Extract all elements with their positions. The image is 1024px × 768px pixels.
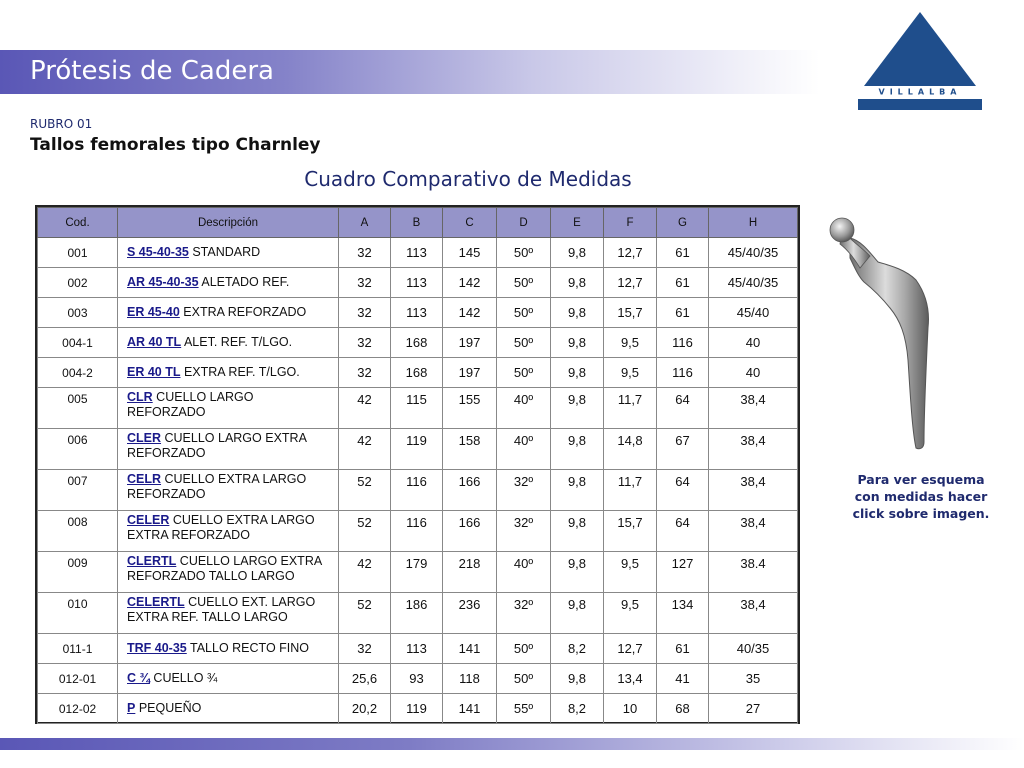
cell-a: 32: [339, 268, 391, 298]
column-header: D: [497, 208, 551, 238]
cell-cod: 010: [38, 593, 118, 634]
cell-c: 118: [443, 664, 497, 694]
cell-e: 8,2: [551, 694, 604, 724]
cell-h: 38,4: [709, 388, 798, 429]
cell-d: 32º: [497, 593, 551, 634]
column-header: E: [551, 208, 604, 238]
cell-cod: 007: [38, 470, 118, 511]
cell-b: 115: [391, 388, 443, 429]
table-row: [38, 238, 798, 268]
cell-f: 15,7: [604, 511, 657, 552]
cell-f: 14,8: [604, 429, 657, 470]
cell-f: 15,7: [604, 298, 657, 328]
product-code-link[interactable]: AR 45-40-35: [127, 275, 199, 289]
logo-text: VILLALBA: [878, 87, 962, 97]
cell-a: 32: [339, 328, 391, 358]
cell-descripcion: [118, 388, 339, 429]
cell-cod: 012-02: [38, 694, 118, 724]
product-code-link[interactable]: CLERTL: [127, 554, 177, 568]
cell-g: 134: [657, 593, 709, 634]
cell-descripcion: [118, 429, 339, 470]
product-description: ALETADO REF.: [198, 275, 290, 289]
table-body: [38, 238, 798, 724]
cell-b: 186: [391, 593, 443, 634]
cell-descripcion: [118, 268, 339, 298]
table-row: [38, 328, 798, 358]
cell-descripcion: [118, 634, 339, 664]
cell-d: 50º: [497, 268, 551, 298]
cell-f: 11,7: [604, 388, 657, 429]
cell-e: 9,8: [551, 664, 604, 694]
table-title: Cuadro Comparativo de Medidas: [304, 167, 632, 191]
table-row: [38, 694, 798, 724]
footer-band: [0, 738, 1024, 750]
logo-base: [858, 99, 982, 110]
logo-triangle: [864, 12, 976, 86]
cell-b: 113: [391, 634, 443, 664]
cell-h: 45/40: [709, 298, 798, 328]
product-description: EXTRA REFORZADO: [179, 305, 307, 319]
cell-a: 42: [339, 388, 391, 429]
cell-f: 13,4: [604, 664, 657, 694]
cell-cod: 002: [38, 268, 118, 298]
cell-descripcion: [118, 511, 339, 552]
cell-d: 50º: [497, 358, 551, 388]
measures-table-frame: [35, 205, 800, 724]
hip-prosthesis-image[interactable]: [820, 210, 940, 455]
cell-cod: 009: [38, 552, 118, 593]
column-header: F: [604, 208, 657, 238]
column-header: Descripción: [118, 208, 339, 238]
cell-descripcion: [118, 593, 339, 634]
cell-cod: 006: [38, 429, 118, 470]
table-row: [38, 429, 798, 470]
cell-cod: 011-1: [38, 634, 118, 664]
cell-b: 113: [391, 238, 443, 268]
cell-g: 116: [657, 358, 709, 388]
table-row: [38, 268, 798, 298]
cell-a: 20,2: [339, 694, 391, 724]
product-description: EXTRA REF. T/LGO.: [180, 365, 300, 379]
cell-a: 52: [339, 470, 391, 511]
product-code-link[interactable]: CELR: [127, 472, 162, 486]
cell-d: 50º: [497, 238, 551, 268]
cell-e: 9,8: [551, 298, 604, 328]
cell-c: 236: [443, 593, 497, 634]
cell-e: 9,8: [551, 593, 604, 634]
product-code-link[interactable]: ER 45-40: [127, 305, 180, 319]
cell-cod: 003: [38, 298, 118, 328]
cell-d: 55º: [497, 694, 551, 724]
cell-h: 40/35: [709, 634, 798, 664]
cell-h: 38.4: [709, 552, 798, 593]
cell-c: 142: [443, 268, 497, 298]
product-description: STANDARD: [188, 245, 261, 259]
cell-f: 12,7: [604, 238, 657, 268]
cell-f: 12,7: [604, 268, 657, 298]
cell-cod: 008: [38, 511, 118, 552]
cell-d: 40º: [497, 388, 551, 429]
diagram-link-note[interactable]: Para ver esquema con medidas hacer click sobre imagen.: [852, 472, 990, 521]
cell-f: 12,7: [604, 634, 657, 664]
cell-d: 32º: [497, 511, 551, 552]
cell-g: 61: [657, 298, 709, 328]
cell-f: 11,7: [604, 470, 657, 511]
cell-d: 40º: [497, 429, 551, 470]
cell-cod: 005: [38, 388, 118, 429]
cell-e: 9,8: [551, 238, 604, 268]
cell-a: 32: [339, 298, 391, 328]
product-description: CUELLO ¾: [149, 671, 218, 685]
cell-d: 50º: [497, 298, 551, 328]
cell-b: 116: [391, 470, 443, 511]
product-code-link[interactable]: ER 40 TL: [127, 365, 181, 379]
product-code-link[interactable]: CELERTL: [127, 595, 185, 609]
cell-g: 41: [657, 664, 709, 694]
cell-f: 9,5: [604, 358, 657, 388]
cell-e: 8,2: [551, 634, 604, 664]
cell-e: 9,8: [551, 429, 604, 470]
cell-f: 9,5: [604, 593, 657, 634]
product-code-link[interactable]: CLR: [127, 390, 153, 404]
product-description: ALET. REF. T/LGO.: [181, 335, 293, 349]
subtitle: Tallos femorales tipo Charnley: [30, 135, 321, 155]
product-description: CUELLO EXTRA LARGO REFORZADO: [127, 472, 307, 501]
cell-g: 64: [657, 511, 709, 552]
table-row: [38, 552, 798, 593]
cell-descripcion: [118, 328, 339, 358]
cell-d: 50º: [497, 664, 551, 694]
cell-g: 116: [657, 328, 709, 358]
cell-e: 9,8: [551, 511, 604, 552]
column-header: C: [443, 208, 497, 238]
table-row: [38, 470, 798, 511]
table-row: [38, 358, 798, 388]
cell-a: 25,6: [339, 664, 391, 694]
table-header-row: [38, 208, 798, 238]
cell-h: 27: [709, 694, 798, 724]
product-code-link[interactable]: CELER: [127, 513, 170, 527]
cell-h: 45/40/35: [709, 238, 798, 268]
cell-a: 42: [339, 552, 391, 593]
cell-h: 38,4: [709, 511, 798, 552]
cell-a: 42: [339, 429, 391, 470]
product-code-link[interactable]: S 45-40-35: [127, 245, 189, 259]
cell-h: 40: [709, 328, 798, 358]
cell-descripcion: [118, 238, 339, 268]
column-header: H: [709, 208, 798, 238]
column-header: G: [657, 208, 709, 238]
rubro-label: RUBRO 01: [30, 117, 93, 131]
cell-descripcion: [118, 694, 339, 724]
cell-b: 119: [391, 429, 443, 470]
table-row: [38, 388, 798, 429]
product-code-link[interactable]: TRF 40-35: [127, 641, 187, 655]
table-row: [38, 511, 798, 552]
cell-g: 61: [657, 634, 709, 664]
cell-g: 64: [657, 470, 709, 511]
table-row: [38, 664, 798, 694]
cell-c: 166: [443, 511, 497, 552]
cell-h: 45/40/35: [709, 268, 798, 298]
cell-b: 119: [391, 694, 443, 724]
cell-a: 32: [339, 238, 391, 268]
cell-g: 68: [657, 694, 709, 724]
column-header: B: [391, 208, 443, 238]
cell-c: 166: [443, 470, 497, 511]
cell-c: 141: [443, 634, 497, 664]
cell-h: 35: [709, 664, 798, 694]
cell-descripcion: [118, 552, 339, 593]
cell-e: 9,8: [551, 268, 604, 298]
villalba-logo: [858, 12, 982, 110]
cell-b: 113: [391, 268, 443, 298]
cell-c: 141: [443, 694, 497, 724]
cell-e: 9,8: [551, 552, 604, 593]
cell-b: 168: [391, 328, 443, 358]
page-title: Prótesis de Cadera: [30, 56, 274, 86]
cell-a: 52: [339, 511, 391, 552]
cell-f: 9,5: [604, 328, 657, 358]
product-code-link[interactable]: CLER: [127, 431, 162, 445]
cell-c: 158: [443, 429, 497, 470]
product-description: CUELLO EXT. LARGO EXTRA REF. TALLO LARGO: [127, 595, 316, 624]
cell-h: 38,4: [709, 470, 798, 511]
cell-b: 93: [391, 664, 443, 694]
cell-a: 52: [339, 593, 391, 634]
product-description: CUELLO LARGO REFORZADO: [127, 390, 254, 419]
cell-f: 9,5: [604, 552, 657, 593]
cell-d: 32º: [497, 470, 551, 511]
product-description: CUELLO LARGO EXTRA REFORZADO TALLO LARGO: [127, 554, 322, 583]
product-description: TALLO RECTO FINO: [186, 641, 309, 655]
column-header: A: [339, 208, 391, 238]
cell-d: 50º: [497, 328, 551, 358]
cell-cod: 004-1: [38, 328, 118, 358]
product-description: CUELLO LARGO EXTRA REFORZADO: [127, 431, 307, 460]
cell-cod: 012-01: [38, 664, 118, 694]
cell-descripcion: [118, 358, 339, 388]
cell-e: 9,8: [551, 470, 604, 511]
cell-descripcion: [118, 470, 339, 511]
cell-d: 40º: [497, 552, 551, 593]
cell-h: 38,4: [709, 593, 798, 634]
cell-c: 155: [443, 388, 497, 429]
cell-cod: 004-2: [38, 358, 118, 388]
product-code-link[interactable]: P: [127, 701, 136, 715]
product-code-link[interactable]: AR 40 TL: [127, 335, 182, 349]
cell-c: 197: [443, 328, 497, 358]
cell-h: 38,4: [709, 429, 798, 470]
cell-g: 61: [657, 238, 709, 268]
cell-a: 32: [339, 358, 391, 388]
cell-b: 179: [391, 552, 443, 593]
cell-cod: 001: [38, 238, 118, 268]
cell-b: 168: [391, 358, 443, 388]
product-description: PEQUEÑO: [135, 701, 202, 715]
cell-c: 197: [443, 358, 497, 388]
table-row: [38, 634, 798, 664]
product-description: CUELLO EXTRA LARGO EXTRA REFORZADO: [127, 513, 315, 542]
cell-g: 61: [657, 268, 709, 298]
cell-f: 10: [604, 694, 657, 724]
cell-b: 116: [391, 511, 443, 552]
cell-g: 67: [657, 429, 709, 470]
cell-c: 218: [443, 552, 497, 593]
measures-table: [37, 207, 798, 724]
cell-d: 50º: [497, 634, 551, 664]
cell-e: 9,8: [551, 388, 604, 429]
product-code-link[interactable]: C ¾: [127, 671, 150, 685]
cell-e: 9,8: [551, 358, 604, 388]
table-row: [38, 593, 798, 634]
column-header: Cod.: [38, 208, 118, 238]
cell-a: 32: [339, 634, 391, 664]
cell-g: 127: [657, 552, 709, 593]
cell-e: 9,8: [551, 328, 604, 358]
cell-descripcion: [118, 298, 339, 328]
table-row: [38, 298, 798, 328]
cell-c: 142: [443, 298, 497, 328]
cell-g: 64: [657, 388, 709, 429]
cell-b: 113: [391, 298, 443, 328]
cell-descripcion: [118, 664, 339, 694]
cell-c: 145: [443, 238, 497, 268]
cell-h: 40: [709, 358, 798, 388]
